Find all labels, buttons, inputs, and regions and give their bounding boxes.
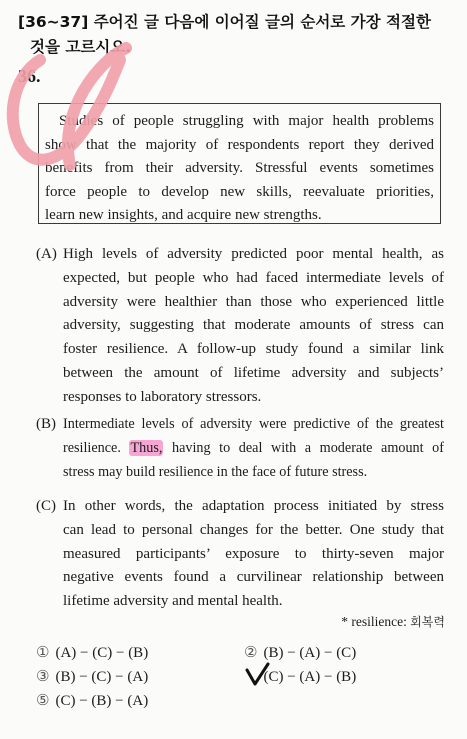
- paragraph-b-text: having to deal with a moderate amount of: [171, 439, 444, 456]
- paragraph-a-line: responses to laboratory stressors.: [63, 388, 262, 405]
- instruction-header: [18, 10, 458, 60]
- paragraph-b-line: Intermediate levels of adversity were predictive of the greatest: [63, 416, 444, 432]
- paragraph-b-text: resilience.: [63, 439, 121, 456]
- paragraph-c-line: In other words, the adaptation process initiated by stress: [63, 498, 444, 514]
- footnote-term: * resilience:: [341, 614, 407, 629]
- paragraph-b-line: stress may build resilience in the face of future stress.: [63, 463, 368, 480]
- choice-3[interactable]: [36, 667, 148, 686]
- passage-line: benefits from their adversity. Stressful events sometimes: [45, 160, 434, 176]
- choice-number: ③: [36, 667, 50, 685]
- passage-line: learn new insights, and acquire new strengths.: [45, 207, 322, 223]
- choice-text: (A) − (C) − (B): [55, 645, 149, 661]
- paragraph-a-label: (A): [36, 246, 57, 262]
- choice-2[interactable]: [244, 643, 356, 662]
- choice-5[interactable]: [36, 691, 148, 710]
- choice-1[interactable]: [36, 643, 148, 662]
- choice-number: ②: [244, 643, 258, 661]
- paragraph-c-line: measured participants’ exposure to thirty-seven major: [63, 545, 444, 562]
- paragraph-b-line: [63, 437, 444, 461]
- choice-text: (B) − (C) − (A): [55, 669, 149, 685]
- paragraph-a-line: between the amount of lifetime adversity and subjects’: [63, 364, 444, 381]
- choice-4[interactable]: [244, 667, 356, 686]
- paragraph-c-line: negative events found a curvilinear relationship between: [63, 569, 444, 586]
- highlighted-word: Thus,: [130, 439, 163, 456]
- passage-line: force people to develop new skills, reevaluate priorities,: [45, 183, 434, 200]
- instruction-line-1: [36~37] 주어진 글 다음에 이어질 글의 순서로 가장 적절한: [18, 13, 431, 31]
- paragraph-a-line: expected, but people who had faced intermediate levels of: [63, 269, 444, 286]
- choice-number: ①: [36, 643, 50, 661]
- choice-text: (B) − (A) − (C): [263, 645, 357, 661]
- paragraph-a-line: High levels of adversity predicted poor mental health, as: [63, 246, 444, 262]
- paragraph-b-label: (B): [36, 416, 56, 432]
- paragraph-a-line: adversity were healthier than those who experienced little: [63, 293, 444, 310]
- choice-text: (C) − (A) − (B): [263, 669, 357, 685]
- paragraph-c-label: (C): [36, 498, 56, 514]
- paragraph-a-line: adversity, suggesting that moderate amounts of stress can: [63, 317, 444, 334]
- paragraph-a-line: foster resilience. A follow-up study found a similar link: [63, 341, 444, 358]
- passage-line: show that the majority of respondents report they derived: [45, 136, 434, 153]
- given-passage-box: [38, 103, 441, 224]
- question-number: 36.: [18, 66, 41, 86]
- passage-line: Studies of people struggling with major health problems: [59, 113, 434, 129]
- paragraph-c-line: can lead to personal changes for the better. One study that: [63, 521, 444, 538]
- footnote: [341, 613, 445, 630]
- paragraph-c-line: lifetime adversity and mental health.: [63, 593, 283, 610]
- choice-text: (C) − (B) − (A): [55, 693, 149, 709]
- footnote-meaning: 회복력: [410, 615, 445, 629]
- choice-number: ⑤: [36, 691, 50, 709]
- instruction-line-2: 것을 고르시오.: [30, 38, 132, 56]
